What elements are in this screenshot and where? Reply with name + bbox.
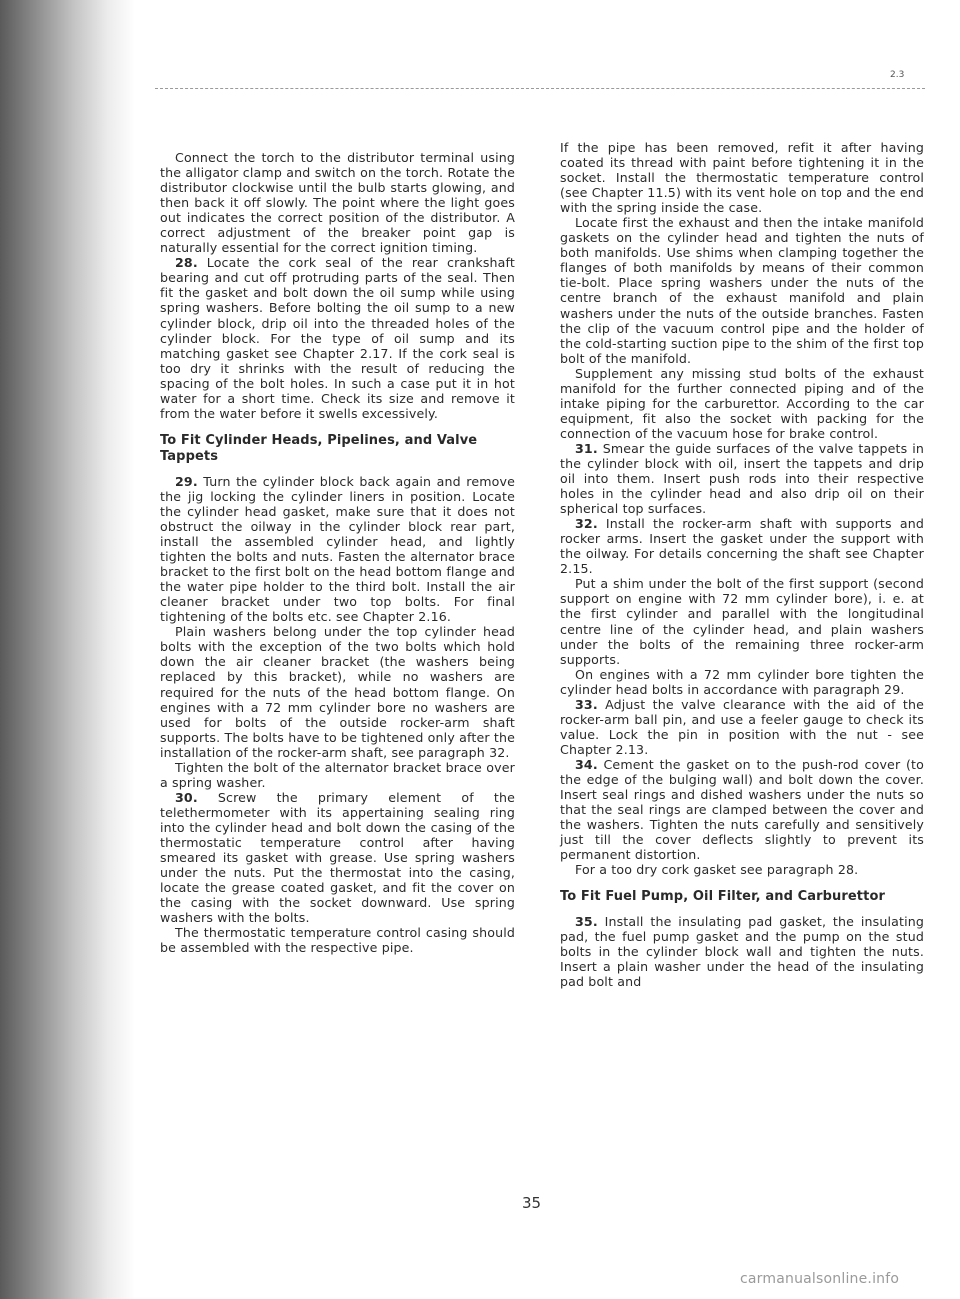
page-label: 2.3: [890, 70, 905, 80]
binding-shadow: [0, 0, 135, 1299]
section-heading: To Fit Fuel Pump, Oil Filter, and Carburettor: [560, 889, 885, 905]
paragraph: For a too dry cork gasket see paragraph 28.: [575, 862, 859, 878]
paragraph-number: 29.: [175, 473, 198, 489]
paragraph-text: Install the insulating pad gasket, the insulating pad, the fuel pump gasket and the pump on the stud bolts in the cylinder block wall and tighten the nuts. Insert a plain washer under the head of the insulating pad bolt and: [560, 914, 925, 990]
paragraph-text: Smear the guide surfaces of the valve tappets in the cylinder block with oil, insert the tappets and drip oil into them. Insert push rods into their respective holes in the cylinder head and also drip oil on their spherical top surfaces.: [560, 440, 924, 517]
paragraph: [560, 697, 924, 757]
paragraph: [560, 757, 924, 862]
paragraph-text: Adjust the valve clearance with the aid of the rocker-arm ball pin, and use a feeler gauge to check its value. Lock the pin in position with the nut - see Chapter 2.13.: [560, 696, 924, 757]
page-number: 35: [522, 1194, 542, 1212]
paragraph: [560, 516, 924, 576]
watermark: carmanualsonline.info: [740, 1271, 900, 1287]
right-column: [560, 140, 924, 990]
paragraph: Connect the torch to the distributor terminal using the alligator clamp and switch on the torch. Rotate the distributor clockwise until the bulb starts glowing, and then back it off slowly. The point where the light goes out indicates the correct position of the distributor. A correct adjustment of the breaker point gap is naturally essential for the correct ignition timing.: [160, 150, 515, 256]
paragraph: If the pipe has been removed, refit it after having coated its thread with paint before tightening it in the socket. Install the thermostatic temperature control (see Chapter 11.5) with its vent hole on top and the end with the spring inside the case.: [560, 140, 924, 216]
paragraph-text: Screw the primary element of the telethermometer with its appertaining sealing ring into the cylinder head and bolt down the casing of the thermostatic temperature control after having smeared its gasket with grease. Use spring washers under the nuts. Put the thermostat into the casing, locate the grease coated gasket, and fit the cover on the casing with the socket downward. Use spring washers with the bolts.: [160, 789, 516, 926]
section-heading: To Fit Cylinder Heads, Pipelines, and Valve Tappets: [160, 432, 478, 464]
paragraph: On engines with a 72 mm cylinder bore tighten the cylinder head bolts in accordance with paragraph 29.: [560, 666, 924, 697]
left-column: [160, 150, 515, 955]
header-rule: [155, 88, 925, 89]
paragraph-text: Locate the cork seal of the rear crankshaft bearing and cut off protruding parts of the seal. Then fit the gasket and bolt down the oil sump while using spring washers. Before bolting the oil sump to a new cylinder block, drip oil into the threaded holes of the cylinder block. For the type of oil sump and its matching gasket see Chapter 2.17. If the cork seal is too dry it shrinks with the result of reducing the spacing of the bolt holes. In such a case put it in hot water for a short time. Check its size and remove it from the water before it swells excessively.: [160, 255, 515, 421]
paragraph: Supplement any missing stud bolts of the exhaust manifold for the further connected piping and of the intake piping for the carburettor. According to the car equipment, fit also the socket with packing for the connection of the vacuum hose for brake control.: [560, 365, 924, 441]
paragraph-text: Turn the cylinder block back again and remove the jig locking the cylinder liners in position. Locate the cylinder head gasket, make sure that it does not obstruct the oilway in the cylinder block rear part, install the assembled cylinder head, and lightly tighten the bolts and nuts. Fasten the alternator brace bracket to the first bolt on the head bottom flange and the water pipe holder to the third bolt. Install the air cleaner bracket under two top bolts. For final tightening of the bolts etc. see Chapter 2.16.: [160, 473, 515, 625]
paragraph-text: Install the rocker-arm shaft with supports and rocker arms. Insert the gasket under the support with the oilway. For details concerning the shaft see Chapter 2.15.: [560, 516, 924, 577]
paragraph-number: 28.: [175, 255, 198, 271]
paragraph: [560, 441, 924, 516]
paragraph: [160, 474, 515, 624]
paragraph-number: 30.: [175, 789, 198, 805]
paragraph: Put a shim under the bolt of the first support (second support on engine with 72 mm cylinder bore), i. e. at the first cylinder and parallel with the longitudinal centre line of the cylinder head, and plain washers under the bolts of the remaining three rocker-arm supports.: [560, 576, 924, 667]
paragraph-number: 35.: [575, 914, 598, 930]
paragraph: Plain washers belong under the top cylinder head bolts with the exception of the two bolts which hold down the air cleaner bracket (the washers being replaced by this bracket), while no washers are required for the nuts of the head bottom flange. On engines with a 72 mm cylinder bore no washers are used for bolts of the outside rocker-arm shaft supports. The bolts have to be tightened only after the installation of the rocker-arm shaft, see paragraph 32.: [160, 624, 515, 760]
paragraph-number: 33.: [575, 696, 598, 712]
paragraph: Locate first the exhaust and then the intake manifold gaskets on the cylinder head and tighten the nuts of both manifolds. Use shims when clamping together the flanges of both manifolds by means of their common tie-bolt. Place spring washers under the nuts of the centre branch of the exhaust manifold and plain washers under the nuts of the outside branches. Fasten the clip of the vacuum control pipe and the holder of the cold-starting suction pipe to the shim of the first top bolt of the manifold.: [560, 215, 924, 366]
paragraph-number: 32.: [575, 516, 598, 532]
paragraph-number: 34.: [575, 756, 598, 772]
paragraph-number: 31.: [575, 440, 598, 456]
paragraph: Tighten the bolt of the alternator bracket brace over a spring washer.: [160, 759, 515, 790]
paragraph: The thermostatic temperature control casing should be assembled with the respective pipe.: [160, 925, 515, 956]
paragraph-text: Cement the gasket on to the push-rod cover (to the edge of the bulging wall) and bolt down the cover. Insert seal rings and dished washers under the nuts so that the seal rings are clamped between the cover and the washers. Tighten the nuts carefully and sensitively just till the cover deflects slightly to prevent its permanent distortion.: [560, 756, 924, 863]
paragraph: [160, 790, 515, 925]
paragraph: [560, 914, 924, 989]
paragraph: [160, 255, 515, 421]
